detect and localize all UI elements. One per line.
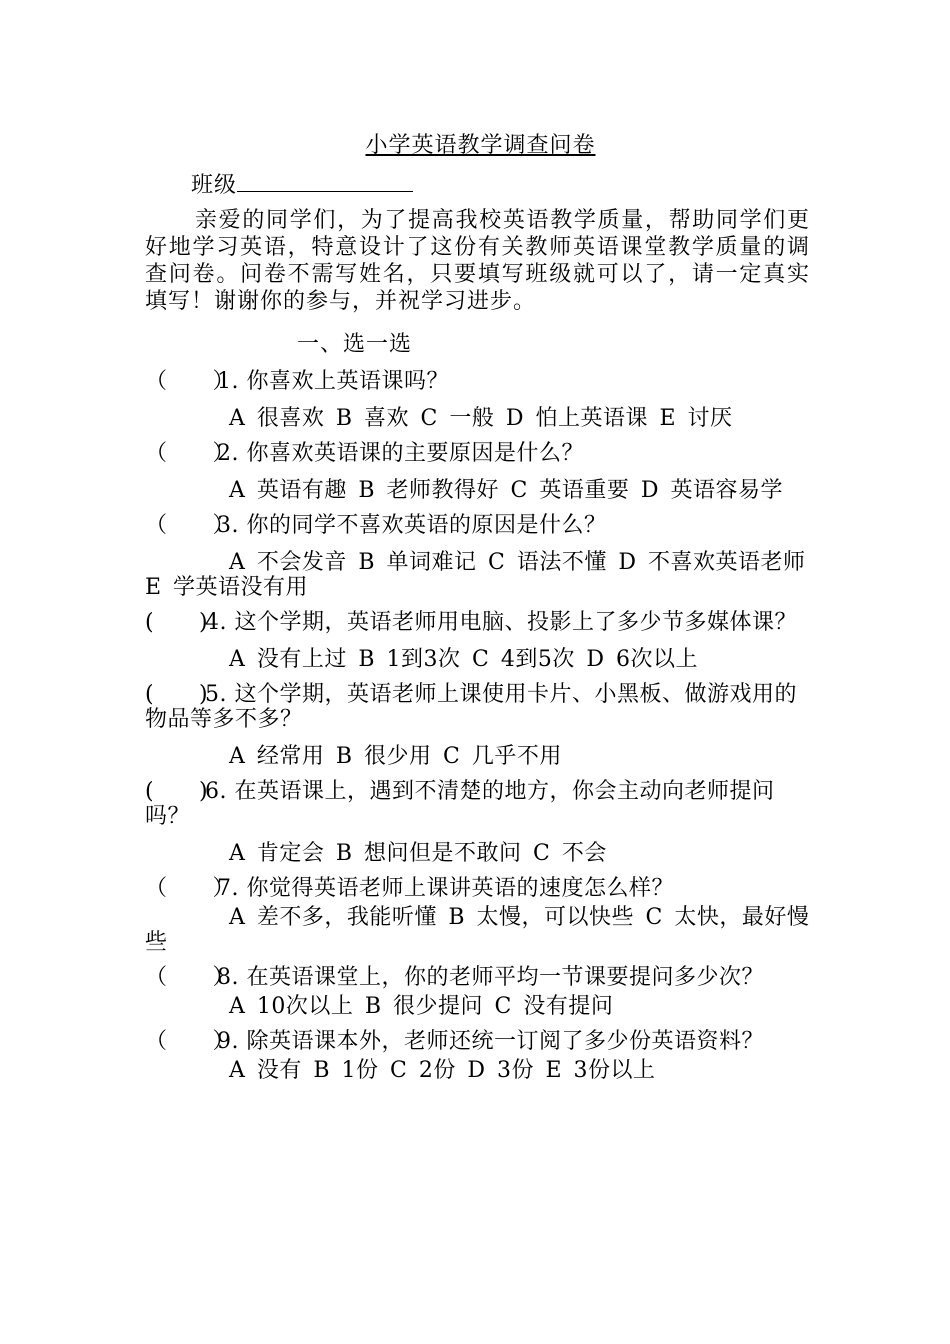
- question-text: 9. 除英语课本外，老师还统一订阅了多少份英语资料？: [217, 1029, 764, 1054]
- question-9: [145, 1029, 810, 1054]
- question-text: 8. 在英语课堂上，你的老师平均一节课要提问多少次？: [217, 965, 764, 990]
- question-3: [145, 513, 810, 538]
- question-7: [145, 876, 810, 901]
- question-text: 1. 你喜欢上英语课吗？: [217, 369, 449, 394]
- question-4-options: A 没有上过 B 1到3次 C 4到5次 D 6次以上: [229, 647, 698, 672]
- section-title: 一、选一选: [297, 332, 413, 357]
- questionnaire-page: [145, 128, 810, 1083]
- answer-blank[interactable]: ( ): [145, 682, 209, 707]
- question-9-options: A 没有 B 1份 C 2份 D 3份 E 3份以上: [229, 1058, 656, 1083]
- answer-blank[interactable]: （ ）: [145, 1029, 235, 1054]
- answer-blank[interactable]: ( ): [145, 610, 209, 635]
- question-3-options: A 不会发音 B 单词难记 C 语法不懂 D 不喜欢英语老师 E 学英语没有用: [145, 550, 806, 600]
- answer-blank[interactable]: （ ）: [145, 965, 235, 990]
- question-8: [145, 965, 810, 990]
- question-text: 3. 你的同学不喜欢英语的原因是什么？: [217, 513, 607, 538]
- answer-blank[interactable]: （ ）: [145, 369, 235, 394]
- class-label: 班级: [191, 173, 238, 198]
- question-1: [145, 369, 810, 394]
- question-6: [145, 779, 810, 829]
- question-text: 6. 在英语课上，遇到不清楚的地方，你会主动向老师提问吗？: [145, 779, 775, 829]
- question-7-options: A 差不多，我能听懂 B 太慢，可以快些 C 太快，最好慢些: [145, 905, 810, 955]
- question-2: [145, 441, 810, 466]
- answer-blank[interactable]: （ ）: [145, 513, 235, 538]
- answer-blank[interactable]: （ ）: [145, 876, 235, 901]
- question-text: 5. 这个学期，英语老师上课使用卡片、小黑板、做游戏用的物品等多不多？: [145, 682, 797, 732]
- question-4: [145, 610, 810, 635]
- page-title: 小学英语教学调查问卷: [365, 133, 596, 158]
- question-text: 2. 你喜欢英语课的主要原因是什么？: [217, 441, 584, 466]
- class-blank-line[interactable]: [237, 167, 413, 192]
- answer-blank[interactable]: ( ): [145, 779, 209, 804]
- question-5: [145, 682, 810, 732]
- class-field-row: [191, 167, 810, 199]
- question-text: 4. 这个学期，英语老师用电脑、投影上了多少节多媒体课？: [205, 610, 797, 635]
- question-8-options: A 10次以上 B 很少提问 C 没有提问: [229, 994, 614, 1019]
- question-text: 7. 你觉得英语老师上课讲英语的速度怎么样？: [217, 876, 674, 901]
- question-2-options: A 英语有趣 B 老师教得好 C 英语重要 D 英语容易学: [229, 478, 783, 503]
- intro-paragraph: 亲爱的同学们，为了提高我校英语教学质量，帮助同学们更好地学习英语，特意设计了这份有关教师英语课堂教学质量的调查问卷。问卷不需写姓名，只要填写班级就可以了，请一定真实填写！谢谢你的参与，并祝学习进步。: [145, 208, 810, 314]
- answer-blank[interactable]: （ ）: [145, 441, 235, 466]
- question-5-options: A 经常用 B 很少用 C 几乎不用: [229, 744, 562, 769]
- question-6-options: A 肯定会 B 想问但是不敢问 C 不会: [229, 841, 607, 866]
- question-1-options: A 很喜欢 B 喜欢 C 一般 D 怕上英语课 E 讨厌: [229, 406, 733, 431]
